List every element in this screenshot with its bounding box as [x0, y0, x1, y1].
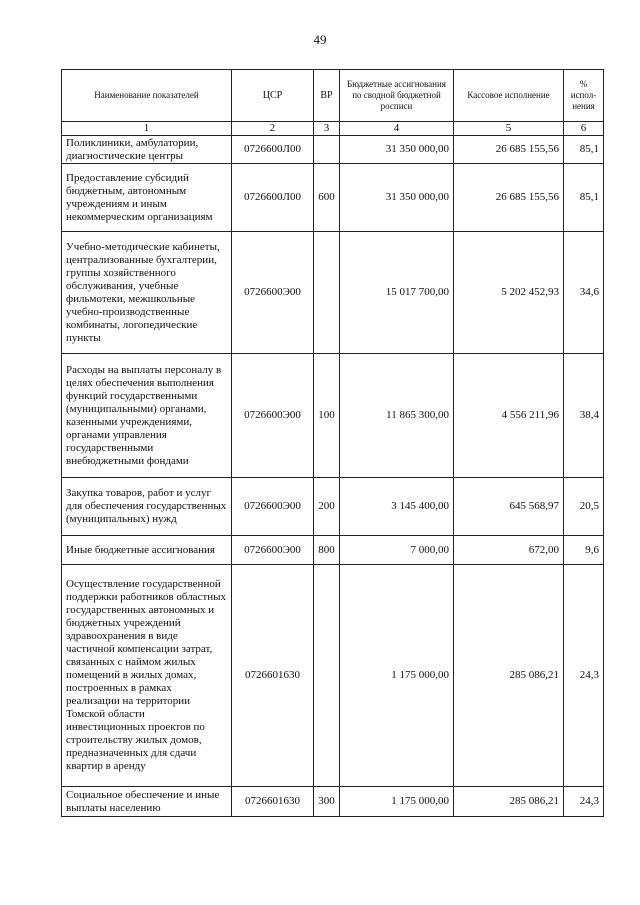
row-vr: 800 — [314, 536, 340, 565]
row-csr: 0726600Л00 — [232, 136, 314, 164]
row-cash: 26 685 155,56 — [454, 164, 564, 232]
row-vr — [314, 565, 340, 787]
row-csr: 0726600Э00 — [232, 232, 314, 354]
row-cash: 285 086,21 — [454, 565, 564, 787]
row-cash: 4 556 211,96 — [454, 354, 564, 478]
row-name: Предоставление субсидий бюджетным, автономным учреждениям и иным некоммерческим организациям — [62, 164, 232, 232]
column-index: 6 — [564, 122, 604, 136]
row-csr: 0726600Э00 — [232, 478, 314, 536]
column-index: 4 — [340, 122, 454, 136]
row-budget: 31 350 000,00 — [340, 136, 454, 164]
row-cash: 672,00 — [454, 536, 564, 565]
header-budget: Бюджетные ассигнования по сводной бюджетной росписи — [340, 70, 454, 122]
row-cash: 645 568,97 — [454, 478, 564, 536]
row-name: Закупка товаров, работ и услуг для обеспечения государственных (муниципальных) нужд — [62, 478, 232, 536]
row-name: Учебно-методические кабинеты, централизованные бухгалтерии, группы хозяйственного обслуживания, учебные фильмотеки, межшкольные учебно-производственные комбинаты, логопедические пункты — [62, 232, 232, 354]
column-index: 1 — [62, 122, 232, 136]
row-csr: 0726600Л00 — [232, 164, 314, 232]
row-pct: 34,6 — [564, 232, 604, 354]
row-name: Социальное обеспечение и иные выплаты населению — [62, 787, 232, 817]
row-budget: 1 175 000,00 — [340, 787, 454, 817]
budget-execution-table — [61, 69, 604, 817]
column-index: 3 — [314, 122, 340, 136]
row-name: Иные бюджетные ассигнования — [62, 536, 232, 565]
row-pct: 24,3 — [564, 787, 604, 817]
page-number: 49 — [313, 32, 327, 47]
row-budget: 15 017 700,00 — [340, 232, 454, 354]
header-row — [62, 70, 604, 122]
row-csr: 0726600Э00 — [232, 354, 314, 478]
table-row — [62, 478, 604, 536]
row-budget: 3 145 400,00 — [340, 478, 454, 536]
row-budget: 31 350 000,00 — [340, 164, 454, 232]
header-pct: % испол- нения — [564, 70, 604, 122]
row-cash: 26 685 155,56 — [454, 136, 564, 164]
column-index-row — [62, 122, 604, 136]
table-row — [62, 354, 604, 478]
table-row — [62, 787, 604, 817]
header-name: Наименование показателей — [62, 70, 232, 122]
row-budget: 7 000,00 — [340, 536, 454, 565]
row-pct: 85,1 — [564, 136, 604, 164]
row-pct: 24,3 — [564, 565, 604, 787]
table-row — [62, 536, 604, 565]
row-budget: 1 175 000,00 — [340, 565, 454, 787]
table-row — [62, 565, 604, 787]
row-cash: 5 202 452,93 — [454, 232, 564, 354]
table-row — [62, 136, 604, 164]
row-pct: 85,1 — [564, 164, 604, 232]
row-pct: 9,6 — [564, 536, 604, 565]
row-csr: 0726600Э00 — [232, 536, 314, 565]
row-vr: 200 — [314, 478, 340, 536]
table-row — [62, 164, 604, 232]
row-budget: 11 865 300,00 — [340, 354, 454, 478]
table-row — [62, 232, 604, 354]
row-name: Поликлиники, амбулатории, диагностические центры — [62, 136, 232, 164]
row-name: Расходы на выплаты персоналу в целях обеспечения выполнения функций государственными (муниципальными) органами, казенными учреждениями, органами управления государственными внебюджетными фондами — [62, 354, 232, 478]
row-vr: 300 — [314, 787, 340, 817]
row-cash: 285 086,21 — [454, 787, 564, 817]
header-cash: Кассовое исполнение — [454, 70, 564, 122]
row-vr — [314, 136, 340, 164]
row-vr: 100 — [314, 354, 340, 478]
row-csr: 0726601630 — [232, 787, 314, 817]
column-index: 5 — [454, 122, 564, 136]
header-vr: ВР — [314, 70, 340, 122]
row-vr — [314, 232, 340, 354]
row-pct: 38,4 — [564, 354, 604, 478]
row-pct: 20,5 — [564, 478, 604, 536]
header-csr: ЦСР — [232, 70, 314, 122]
row-vr: 600 — [314, 164, 340, 232]
row-csr: 0726601630 — [232, 565, 314, 787]
column-index: 2 — [232, 122, 314, 136]
row-name: Осуществление государственной поддержки работников областных государственных автономных и бюджетных учреждений здравоохранения в виде частичной компенсации затрат, связанных с наймом жилых помещений в жилых домах, построенных в рамках реализации на территории Томской области инвестиционных проектов по строительству жилых домов, предназначенных для сдачи квартир в аренду — [62, 565, 232, 787]
